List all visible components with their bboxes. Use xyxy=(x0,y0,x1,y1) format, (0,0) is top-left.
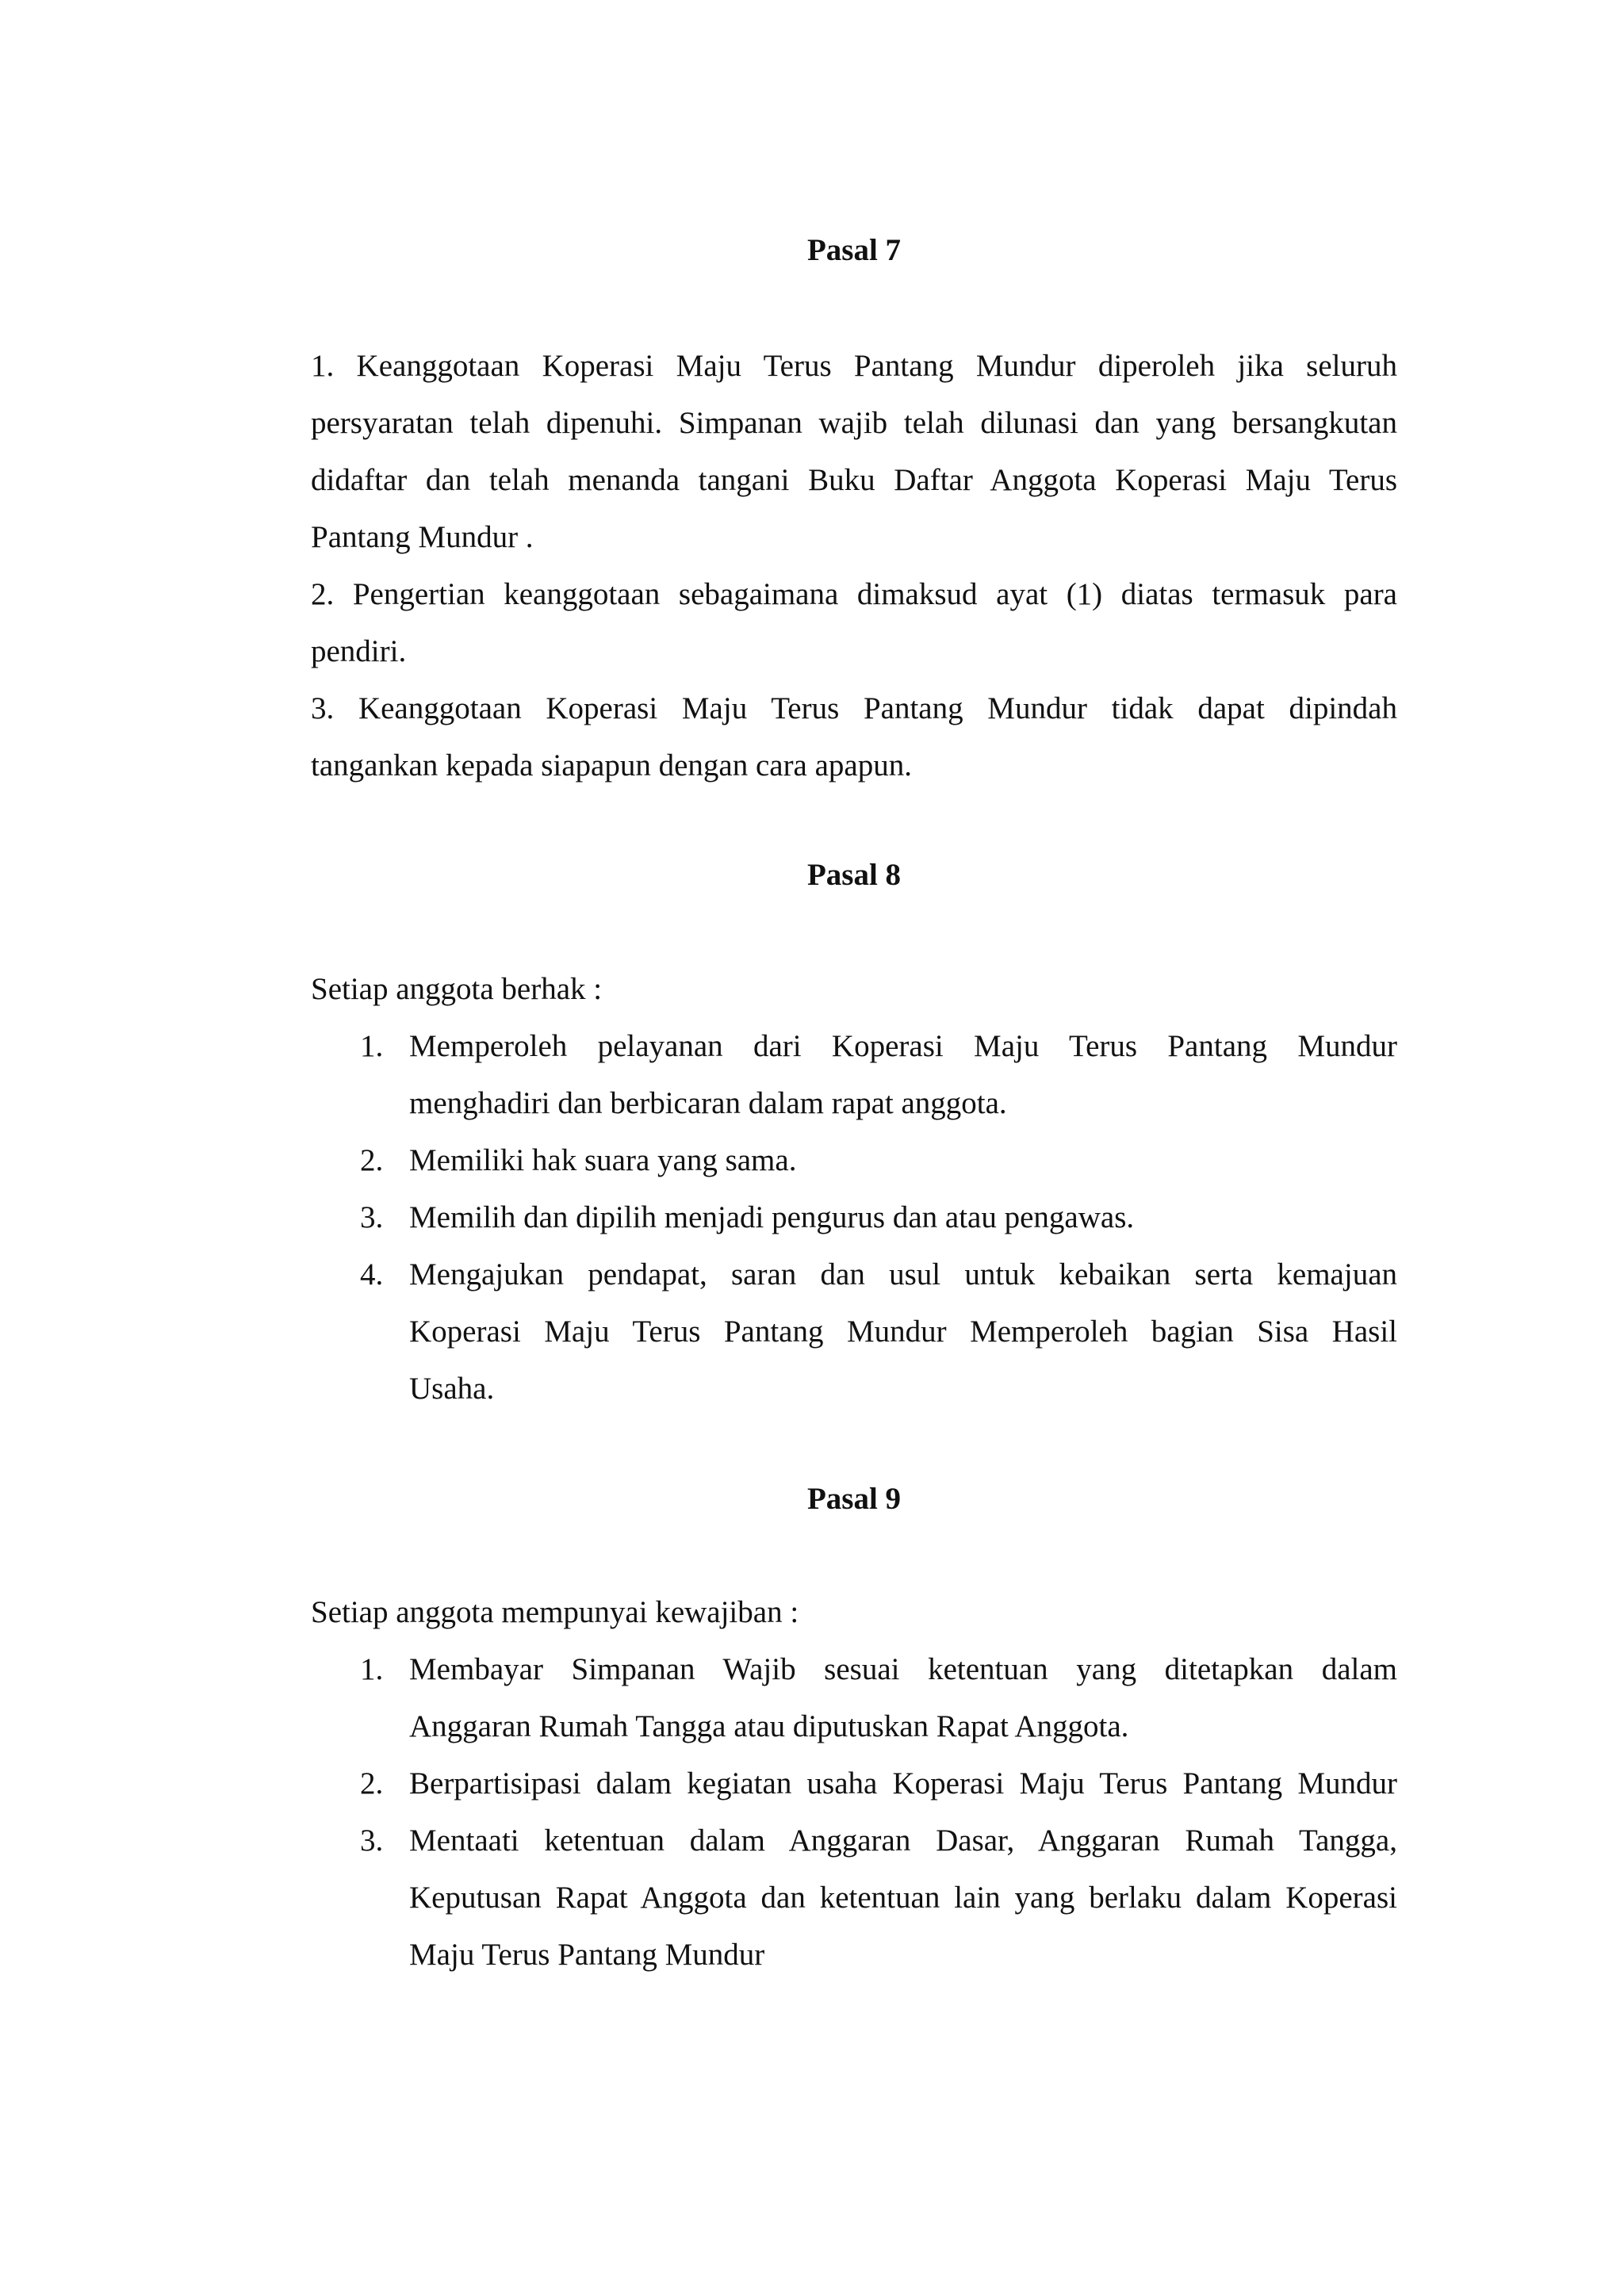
list-number: 3. xyxy=(360,1200,384,1234)
list-number: 4. xyxy=(360,1257,384,1292)
text-line: tangankan kepada siapapun dengan cara apapun. xyxy=(311,748,912,783)
text-line: Membayar Simpanan Wajib sesuai ketentuan yang ditetapkan dalam xyxy=(409,1652,1397,1686)
list-number: 2. xyxy=(360,1143,384,1177)
list-item xyxy=(311,1755,1397,1812)
pasal-9-list xyxy=(311,1641,1397,1984)
text-line: Mengajukan pendapat, saran dan usul untuk kebaikan serta kemajuan xyxy=(409,1257,1397,1292)
text-line: Setiap anggota mempunyai kewajiban : xyxy=(311,1595,799,1629)
list-item xyxy=(311,1132,1397,1189)
list-number: 2. xyxy=(360,1766,384,1800)
text-line: pendiri. xyxy=(311,634,407,668)
text-line: Memilih dan dipilih menjadi pengurus dan atau pengawas. xyxy=(409,1200,1135,1234)
list-item xyxy=(311,1189,1397,1246)
text-line: didaftar dan telah menanda tangani Buku Daftar Anggota Koperasi Maju Terus xyxy=(311,463,1397,497)
text-line: Memperoleh pelayanan dari Koperasi Maju Terus Pantang Mundur xyxy=(409,1029,1397,1063)
text-line: 3. Keanggotaan Koperasi Maju Terus Pantang Mundur tidak dapat dipindah xyxy=(311,691,1397,725)
list-item xyxy=(311,1018,1397,1132)
text-line: Mentaati ketentuan dalam Anggaran Dasar, Anggaran Rumah Tangga, xyxy=(409,1823,1397,1858)
text-line: Usaha. xyxy=(409,1372,495,1406)
pasal-8-intro xyxy=(311,961,1397,1018)
text-line: Maju Terus Pantang Mundur xyxy=(409,1938,765,1972)
list-number: 3. xyxy=(360,1823,384,1858)
list-item xyxy=(311,1641,1397,1755)
pasal-8-list xyxy=(311,1018,1397,1418)
text-line: Pantang Mundur . xyxy=(311,520,534,554)
text-line: 2. Pengertian keanggotaan sebagaimana dimaksud ayat (1) diatas termasuk para xyxy=(311,577,1397,611)
text-line: Berpartisipasi dalam kegiatan usaha Koperasi Maju Terus Pantang Mundur xyxy=(409,1766,1397,1800)
pasal-8-heading: Pasal 8 xyxy=(806,858,902,892)
text-line: 1. Keanggotaan Koperasi Maju Terus Pantang Mundur diperoleh jika seluruh xyxy=(311,349,1397,383)
pasal-7-paragraph-3 xyxy=(311,680,1397,794)
pasal-7-paragraph-1 xyxy=(311,338,1397,566)
pasal-9-heading: Pasal 9 xyxy=(806,1482,902,1516)
list-item xyxy=(311,1812,1397,1984)
text-line: Keputusan Rapat Anggota dan ketentuan lain yang berlaku dalam Koperasi xyxy=(409,1881,1397,1915)
pasal-9-intro xyxy=(311,1584,1397,1641)
pasal-7-paragraph-2 xyxy=(311,566,1397,680)
text-line: persyaratan telah dipenuhi. Simpanan wajib telah dilunasi dan yang bersangkutan xyxy=(311,406,1397,440)
pasal-7-heading: Pasal 7 xyxy=(806,233,902,267)
list-item xyxy=(311,1246,1397,1418)
text-line: Memiliki hak suara yang sama. xyxy=(409,1143,797,1177)
text-line: Anggaran Rumah Tangga atau diputuskan Rapat Anggota. xyxy=(409,1709,1129,1743)
text-line: Koperasi Maju Terus Pantang Mundur Memperoleh bagian Sisa Hasil xyxy=(409,1314,1397,1349)
list-number: 1. xyxy=(360,1652,384,1686)
text-line: menghadiri dan berbicaran dalam rapat anggota. xyxy=(409,1086,1007,1120)
list-number: 1. xyxy=(360,1029,384,1063)
text-line: Setiap anggota berhak : xyxy=(311,972,603,1006)
